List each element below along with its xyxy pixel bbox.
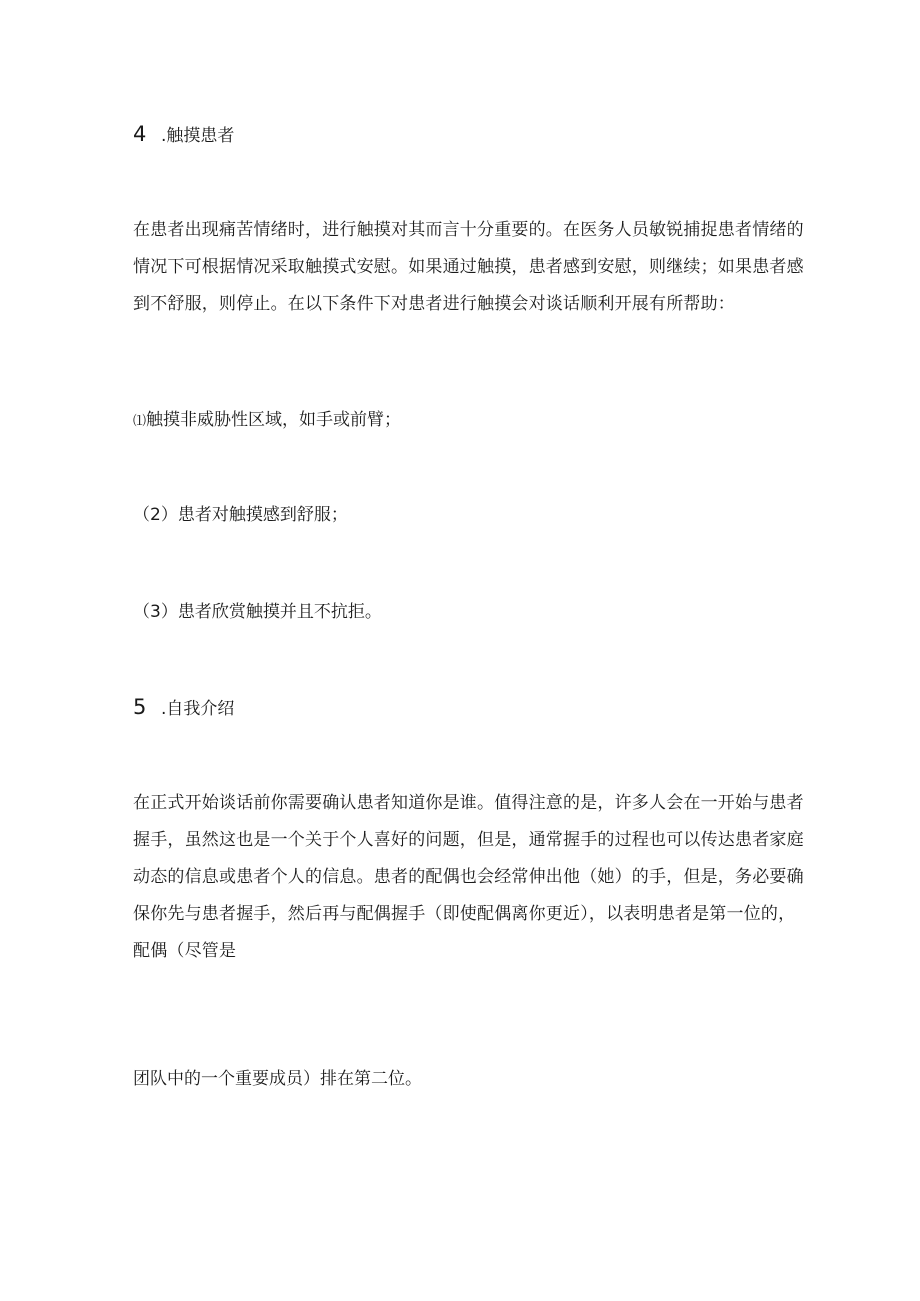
- section-4-heading: [133, 122, 234, 148]
- section-5-heading: [133, 695, 234, 721]
- list-item-text: 触摸非威胁性区域，如手或前臂；: [146, 410, 402, 430]
- paragraph-line: 配偶（尽管是: [133, 941, 237, 961]
- list-item-marker: （3）: [133, 602, 178, 622]
- section-5-continuation: 团队中的一个重要成员）排在第二位。: [133, 1069, 422, 1089]
- list-item-text: 患者对触摸感到舒服；: [177, 505, 348, 525]
- section-4-number: 4: [133, 122, 147, 146]
- list-item-3: [133, 600, 382, 624]
- list-item-text: 患者欣赏触摸并且不抗拒。: [177, 602, 382, 622]
- section-5-number: 5: [133, 695, 147, 719]
- section-5-title: .自我介绍: [161, 699, 235, 719]
- list-item-marker: ⑴: [133, 414, 147, 429]
- paragraph-line: 到不舒服，则停止。在以下条件下对患者进行触摸会对谈话顺利开展有所帮助：: [133, 294, 735, 314]
- paragraph-line: 保你先与患者握手，然后再与配偶握手（即使配偶离你更近），以表明患者是第一位的，: [133, 904, 796, 924]
- paragraph-line: 情况下可根据情况采取触摸式安慰。如果通过触摸，患者感到安慰，则继续；如果患者感: [133, 257, 804, 277]
- paragraph-line: 在患者出现痛苦情绪时，进行触摸对其而言十分重要的。在医务人员敏锐捕捉患者情绪的: [133, 220, 804, 240]
- paragraph-line: 握手，虽然这也是一个关于个人喜好的问题，但是，通常握手的过程也可以传达患者家庭: [133, 830, 804, 850]
- section-4-paragraph: [133, 212, 808, 323]
- list-item-marker: （2）: [133, 505, 178, 525]
- paragraph-line: 在正式开始谈话前你需要确认患者知道你是谁。值得注意的是，许多人会在一开始与患者: [133, 793, 804, 813]
- list-item-2: [133, 503, 348, 527]
- paragraph-line: 动态的信息或患者个人的信息。患者的配偶也会经常伸出他（她）的手，但是，务必要确: [133, 867, 804, 887]
- list-item-1: [133, 408, 401, 434]
- section-4-title: .触摸患者: [161, 126, 235, 146]
- section-5-paragraph: [133, 785, 808, 970]
